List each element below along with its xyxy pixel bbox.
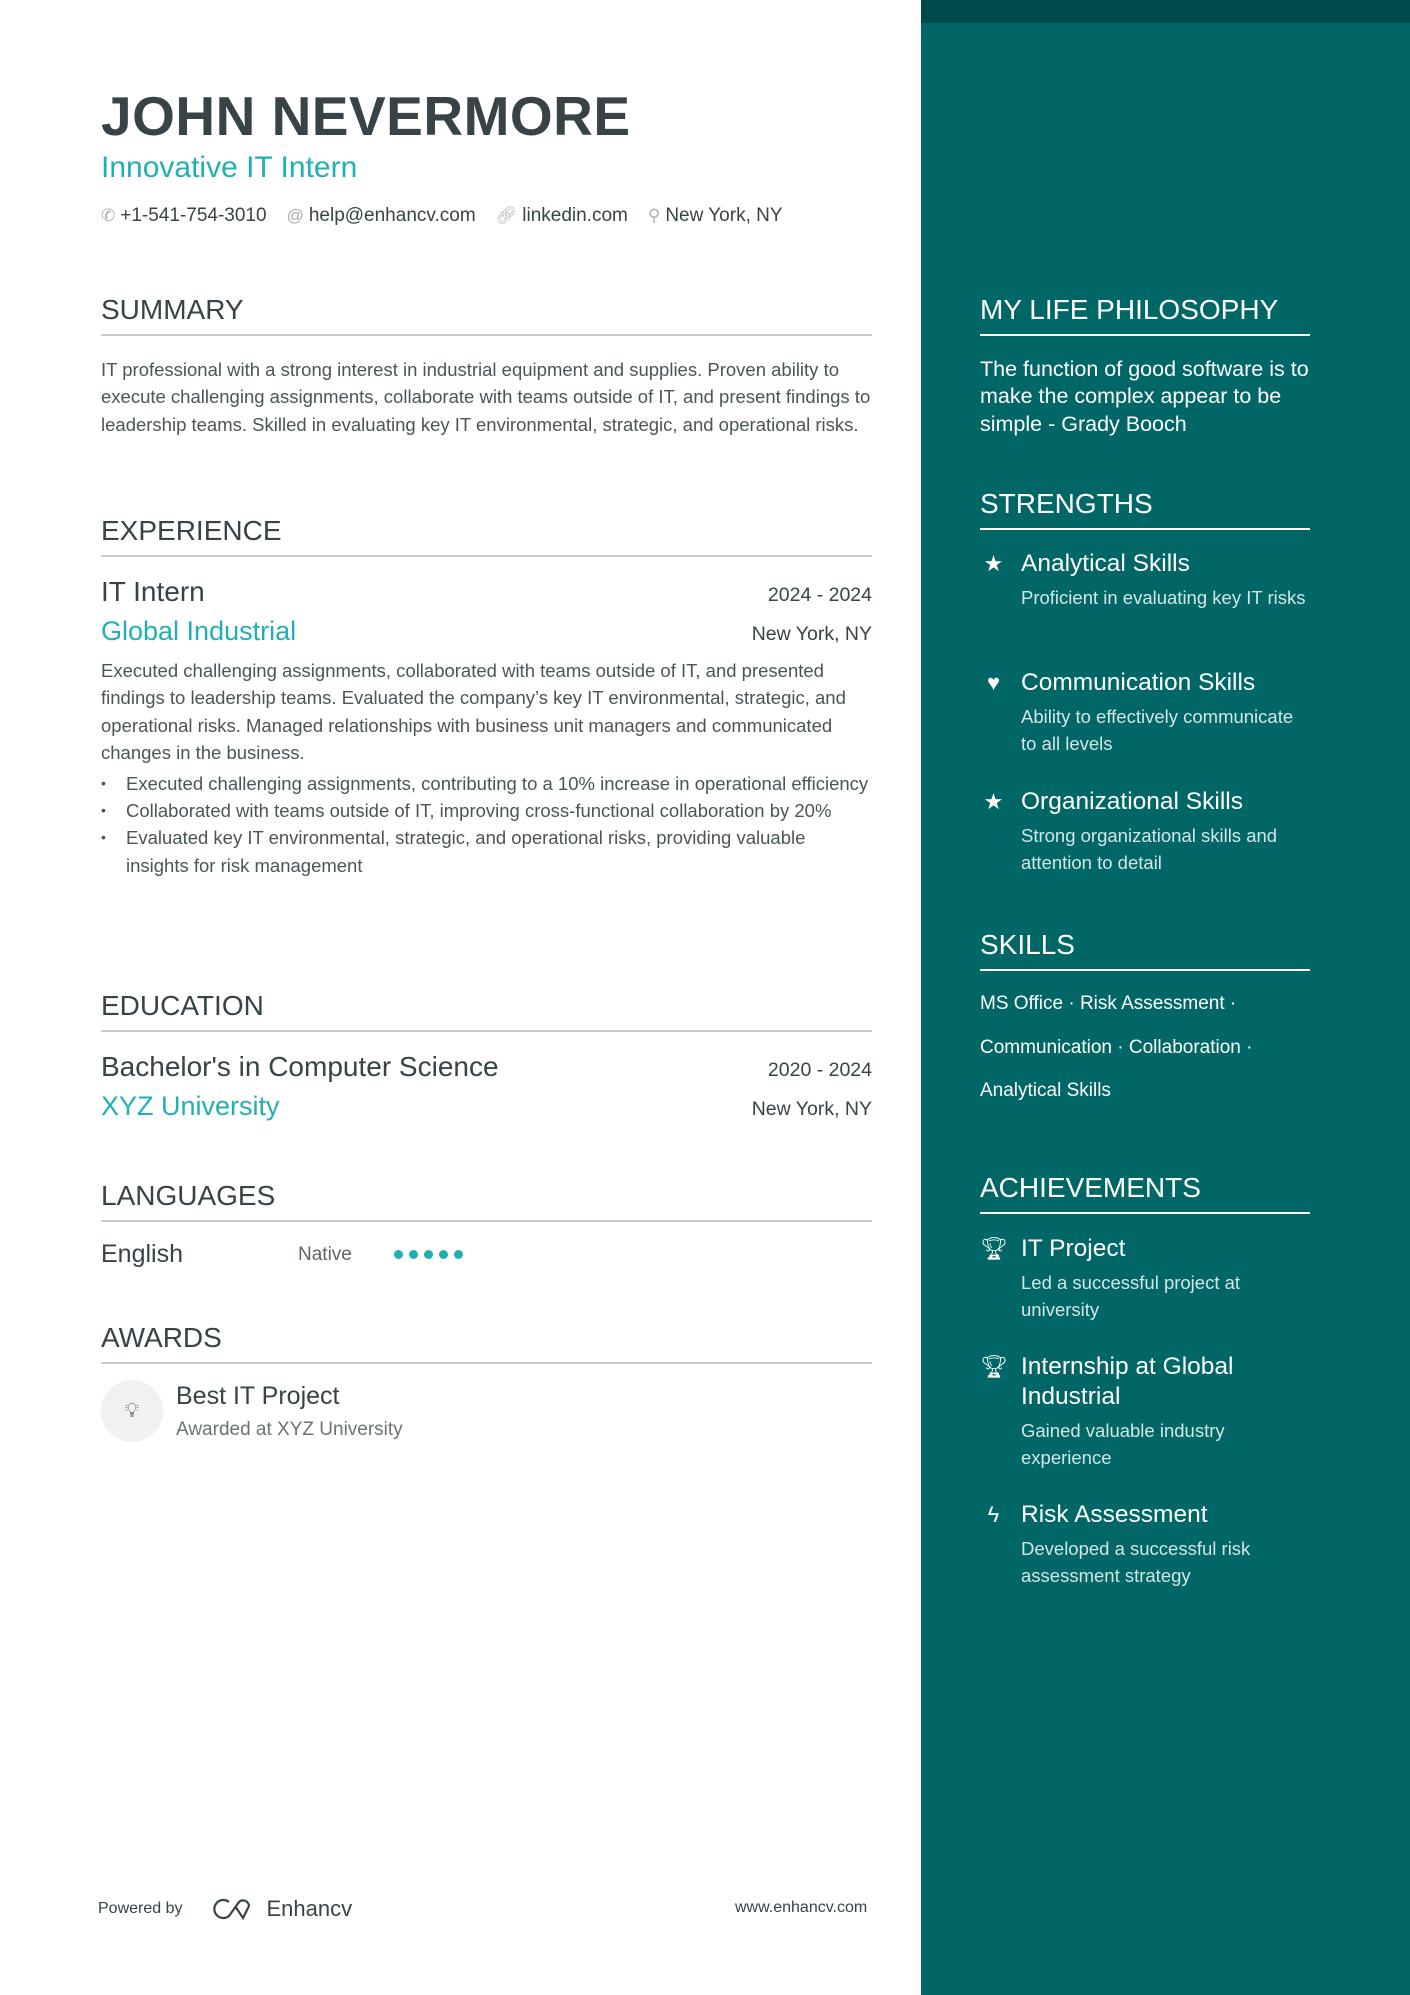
achievement-desc: Gained valuable industry experience [1021, 1420, 1225, 1468]
strength-desc: Strong organizational skills and attention to detail [1021, 825, 1278, 873]
language-name: English [101, 1240, 183, 1268]
rating-dot [454, 1250, 463, 1259]
enhancv-logo[interactable] [209, 1896, 353, 1922]
job-bullet: • Collaborated with teams outside of IT, improving cross-functional collaboration by 20% [101, 797, 872, 824]
skills-heading: SKILLS [980, 929, 1310, 971]
contact-email[interactable] [287, 205, 476, 227]
contact-link[interactable] [496, 205, 628, 227]
trophy-icon: 🏆︎ [980, 1236, 1008, 1261]
awards-heading: AWARDS [101, 1322, 872, 1364]
powered-by: Powered by [98, 1900, 183, 1917]
star-icon: ★ [983, 551, 1004, 576]
achievement-desc: Developed a successful risk assessment strategy [1021, 1538, 1251, 1586]
philosophy-quote: The function of good software is to make the complex appear to be simple - Grady Booch [980, 357, 1309, 436]
phone-icon: ✆ [101, 206, 116, 225]
skills-list [980, 982, 1285, 1113]
star-icon: ★ [983, 789, 1004, 814]
enhancv-brand: Enhancv [266, 1896, 353, 1921]
strength-title: Communication Skills [1021, 669, 1256, 696]
footer-url[interactable]: www.enhancv.com [735, 1899, 868, 1916]
location-text: New York, NY [665, 205, 783, 226]
summary-text: IT professional with a strong interest in industrial equipment and supplies. Proven ability to execute challenging assignments, collaborate with teams outside of IT, and present findings to leadership teams. Skilled in evaluating key IT environmental, strategic, and operational risks. [101, 359, 871, 435]
experience-heading: EXPERIENCE [101, 515, 872, 557]
at-icon: @ [286, 206, 304, 225]
education-location: New York, NY [751, 1098, 872, 1120]
strength-item [980, 668, 1310, 757]
link-text: linkedin.com [522, 205, 628, 226]
language-level: Native [298, 1243, 352, 1265]
candidate-title: Innovative IT Intern [101, 151, 358, 184]
award-entry [101, 1380, 872, 1442]
achievement-item [980, 1352, 1310, 1471]
languages-heading: LANGUAGES [101, 1180, 872, 1222]
job-company: Global Industrial [101, 616, 297, 646]
contact-bar [101, 205, 872, 227]
rating-dot [424, 1250, 433, 1259]
rating-dot [409, 1250, 418, 1259]
rating-dot [394, 1250, 403, 1259]
skill-tag: Analytical Skills [980, 1080, 1111, 1101]
location-icon: ⚲ [647, 206, 661, 225]
education-dates: 2020 - 2024 [767, 1059, 872, 1081]
sidebar-top-strip [921, 0, 1410, 23]
school: XYZ University [101, 1091, 280, 1121]
candidate-name: JOHN NEVERMORE [101, 85, 631, 147]
language-row [101, 1240, 872, 1269]
achievements-heading: ACHIEVEMENTS [980, 1172, 1310, 1214]
skill-tag: Risk Assessment · [1080, 993, 1236, 1014]
job-entry [101, 576, 872, 879]
skill-tag: MS Office · [980, 993, 1080, 1014]
job-bullets [101, 770, 872, 880]
trophy-icon: 🏆︎ [980, 1354, 1008, 1379]
strength-title: Organizational Skills [1021, 788, 1243, 815]
award-subtitle: Awarded at XYZ University [176, 1419, 403, 1440]
achievement-title: IT Project [1021, 1235, 1126, 1262]
achievement-title: Risk Assessment [1021, 1501, 1208, 1528]
achievement-title: Internship at Global Industrial [1021, 1353, 1234, 1410]
language-rating [394, 1250, 463, 1259]
education-heading: EDUCATION [101, 990, 872, 1032]
summary-heading: SUMMARY [101, 294, 872, 336]
strength-title: Analytical Skills [1021, 550, 1190, 577]
email-text: help@enhancv.com [308, 205, 476, 226]
footer-brand [98, 1896, 352, 1922]
job-description: Executed challenging assignments, collaborated with teams outside of IT, and presented findings to leadership teams. Evaluated the company’s key IT environmental, strategic, and operational risks. Managed relationships with business unit managers and communicated changes in the business. [101, 660, 846, 764]
job-location: New York, NY [751, 623, 872, 645]
philosophy-heading: MY LIFE PHILOSOPHY [980, 294, 1310, 336]
degree: Bachelor's in Computer Science [101, 1051, 499, 1082]
contact-location [648, 205, 783, 227]
contact-phone[interactable] [101, 205, 267, 227]
strengths-heading: STRENGTHS [980, 488, 1310, 530]
bolt-icon: ϟ [987, 1502, 1000, 1527]
lightbulb-icon: 💡︎ [101, 1380, 163, 1442]
skill-tag: Communication · [980, 1037, 1129, 1058]
rating-dot [439, 1250, 448, 1259]
link-icon: 🔗︎ [495, 206, 518, 225]
phone-text: +1-541-754-3010 [120, 205, 267, 226]
strength-desc: Proficient in evaluating key IT risks [1021, 587, 1306, 608]
award-title: Best IT Project [176, 1382, 340, 1410]
achievement-desc: Led a successful project at university [1021, 1272, 1241, 1320]
strength-item [980, 549, 1310, 611]
strength-item [980, 787, 1310, 876]
skill-tag: Collaboration · [1129, 1037, 1253, 1058]
enhancv-logo-icon [209, 1896, 257, 1922]
heart-icon: ♥ [986, 670, 1001, 695]
job-bullet: • Evaluated key IT environmental, strategic, and operational risks, providing valuable insights for risk management [101, 824, 872, 879]
job-title: IT Intern [101, 576, 205, 607]
job-dates: 2024 - 2024 [767, 584, 872, 606]
education-entry [101, 1051, 872, 1122]
job-bullet: • Executed challenging assignments, contributing to a 10% increase in operational efficiency [101, 770, 872, 797]
achievement-item [980, 1234, 1310, 1323]
strength-desc: Ability to effectively communicate to all levels [1021, 706, 1294, 754]
achievement-item [980, 1500, 1310, 1589]
